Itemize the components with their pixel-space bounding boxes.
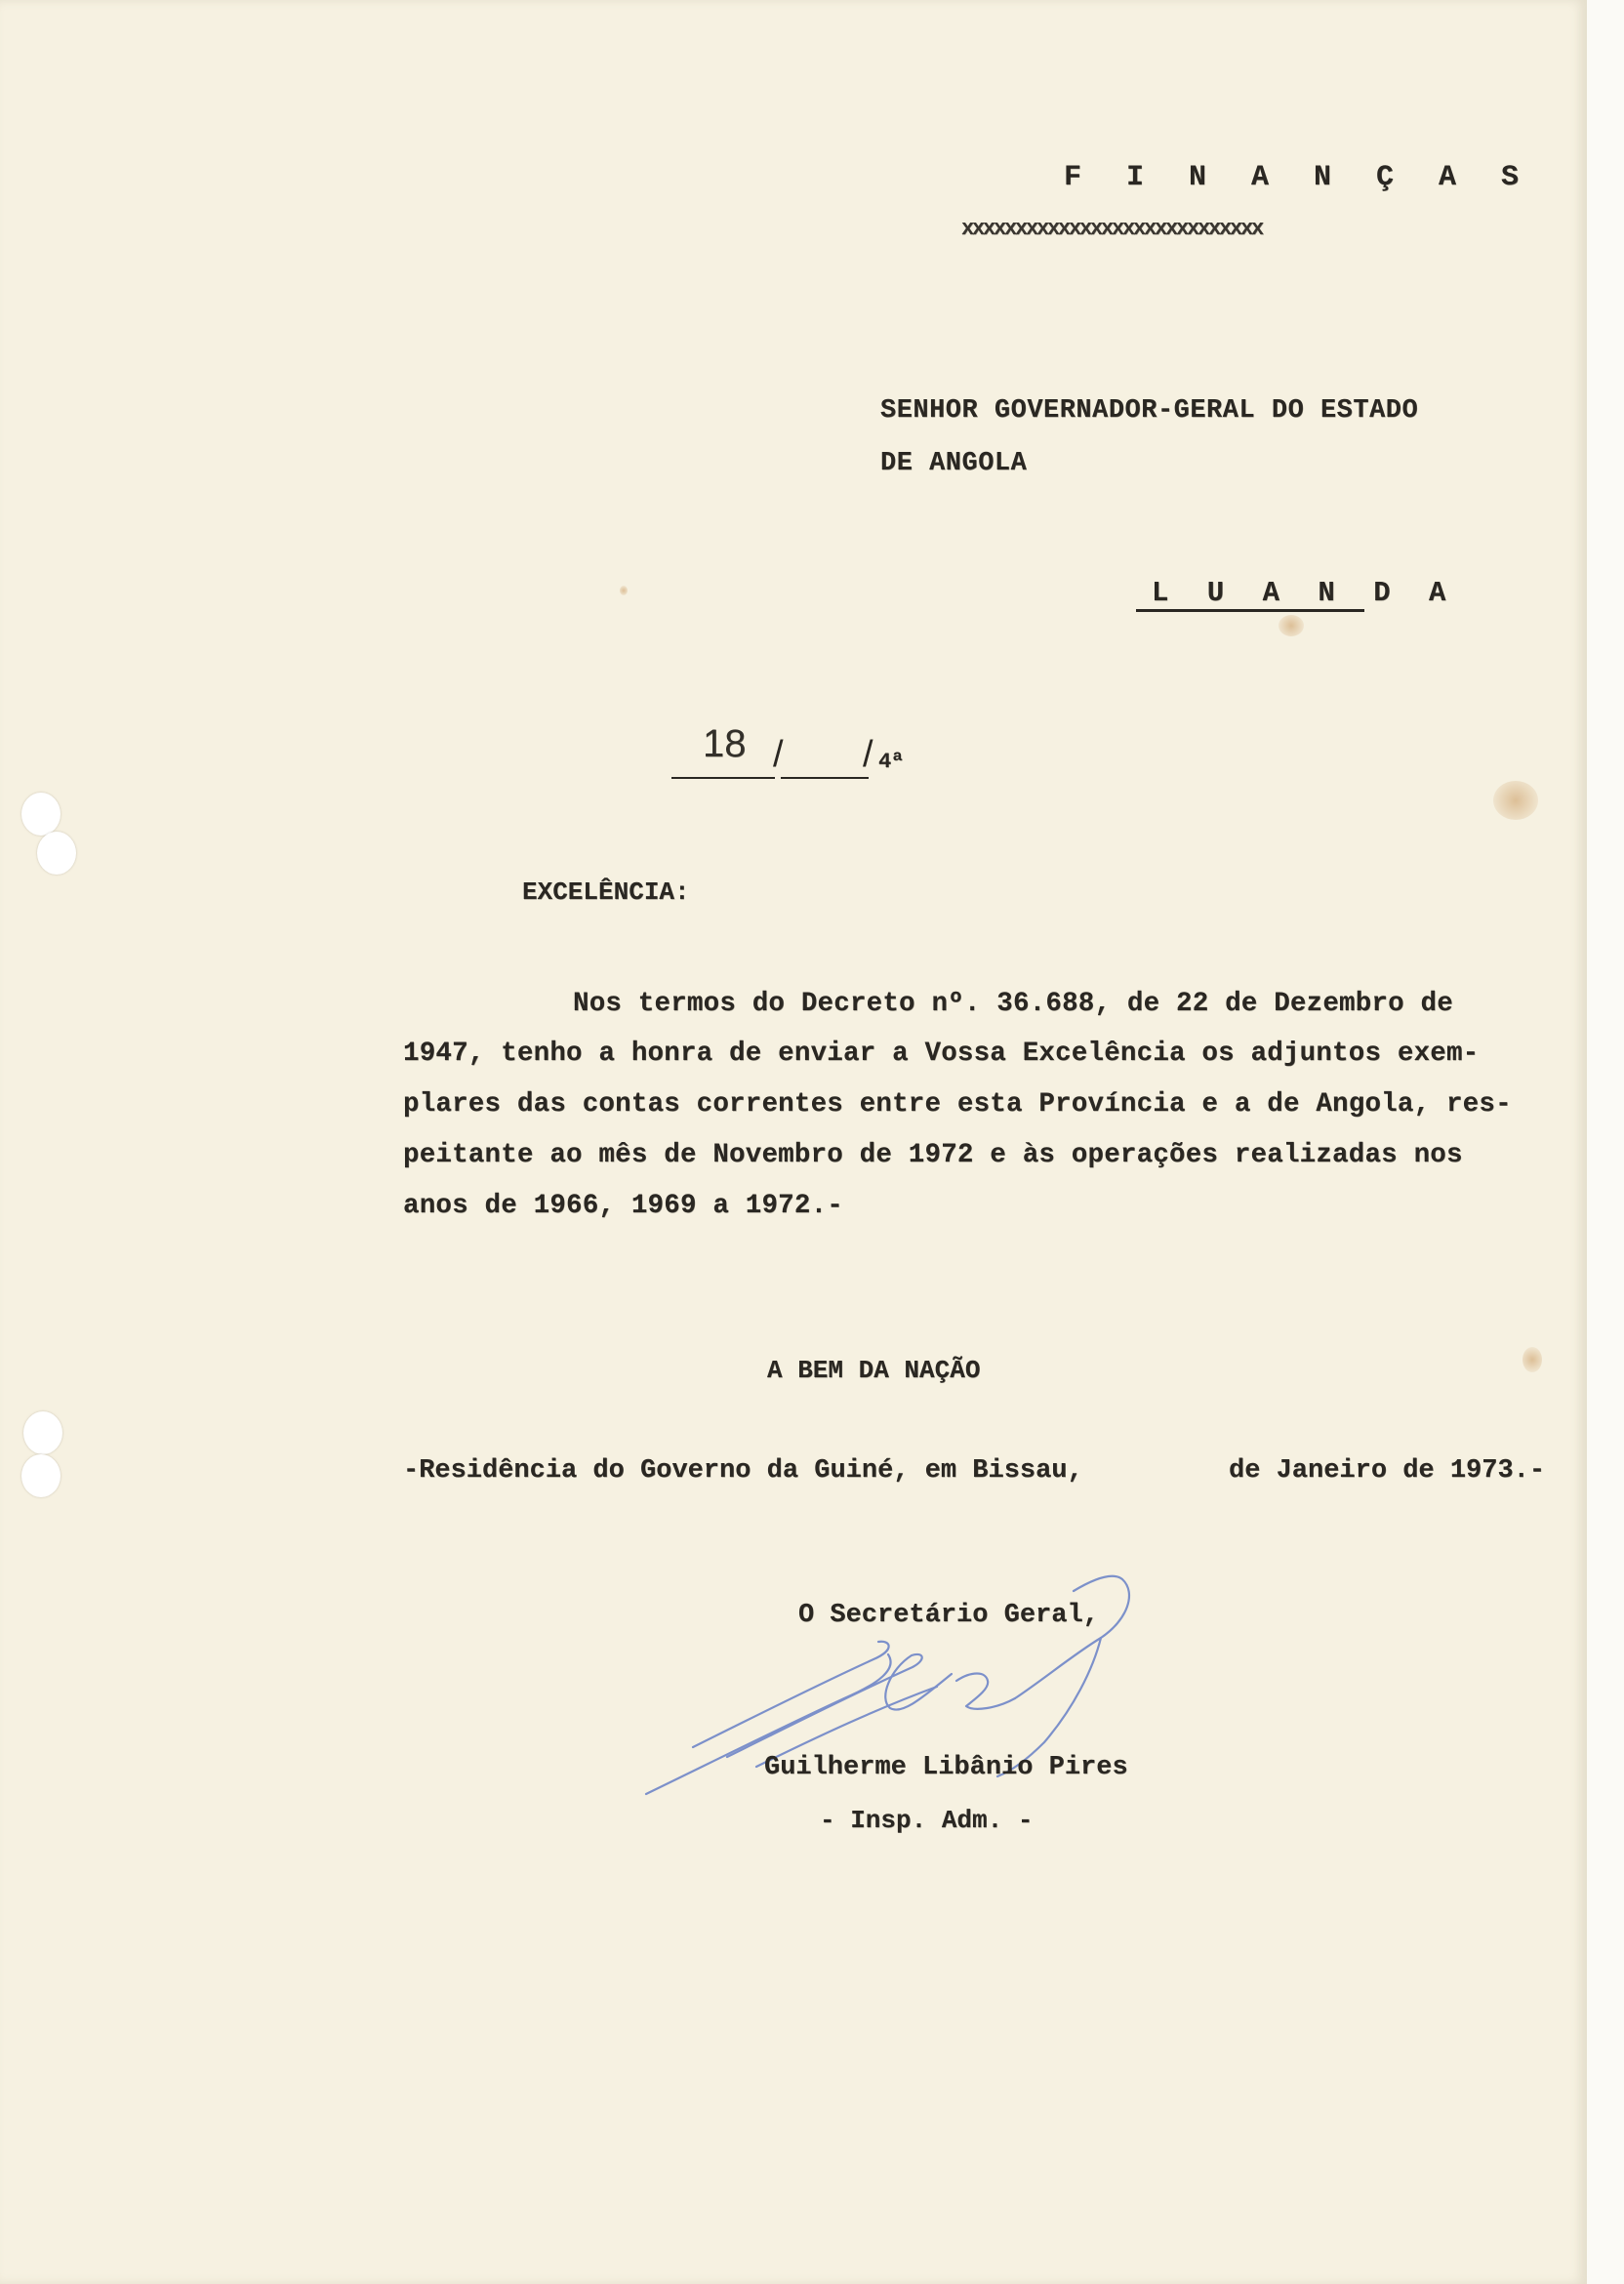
motto: A BEM DA NAÇÃO	[767, 1356, 981, 1385]
closing-title: O Secretário Geral,	[798, 1601, 1099, 1630]
signer-name: Guilherme Libânio Pires	[764, 1753, 1128, 1782]
page-edge	[1586, 0, 1624, 2284]
reference-slash: /	[863, 734, 873, 775]
paper-stain	[620, 586, 628, 595]
body-line: anos de 1966, 1969 a 1972.-	[403, 1191, 843, 1221]
body-line: 1947, tenho a honra de enviar a Vossa Excelência os adjuntos exem-	[403, 1039, 1480, 1069]
date-line: de Janeiro de 1973.-	[1229, 1456, 1546, 1486]
addressee-line: SENHOR GOVERNADOR-GERAL DO ESTADO	[880, 396, 1419, 426]
place-line: -Residência do Governo da Guiné, em Bissau,	[403, 1456, 1083, 1486]
reference-suffix: 4ª	[878, 750, 905, 774]
body-line: plares das contas correntes entre esta Província e a de Angola, res-	[403, 1089, 1512, 1120]
signer-rank: - Insp. Adm. -	[820, 1806, 1034, 1835]
punch-hole-icon	[21, 793, 61, 836]
heading-rule: xxxxxxxxxxxxxxxxxxxxxxxxxxxx	[961, 217, 1263, 241]
city-underline	[1136, 609, 1364, 612]
reference-line	[781, 777, 869, 779]
reference-number: 18	[703, 722, 747, 765]
paper-stain	[1522, 1347, 1542, 1372]
addressee-city: L U A N D A	[1152, 577, 1457, 609]
reference-line	[671, 777, 775, 779]
document-heading: F I N A N Ç A S	[1064, 161, 1533, 194]
addressee-line: DE ANGOLA	[880, 449, 1028, 478]
punch-hole-icon	[21, 1454, 61, 1497]
reference-slash: /	[773, 734, 784, 775]
salutation: EXCELÊNCIA:	[522, 877, 690, 907]
paper-stain	[1279, 615, 1304, 636]
body-line: Nos termos do Decreto nº. 36.688, de 22 de Dezembro de	[573, 989, 1453, 1019]
punch-hole-icon	[23, 1411, 62, 1454]
paper-stain	[1493, 781, 1538, 820]
punch-hole-icon	[37, 832, 76, 875]
body-line: peitante ao mês de Novembro de 1972 e às operações realizadas nos	[403, 1140, 1463, 1170]
